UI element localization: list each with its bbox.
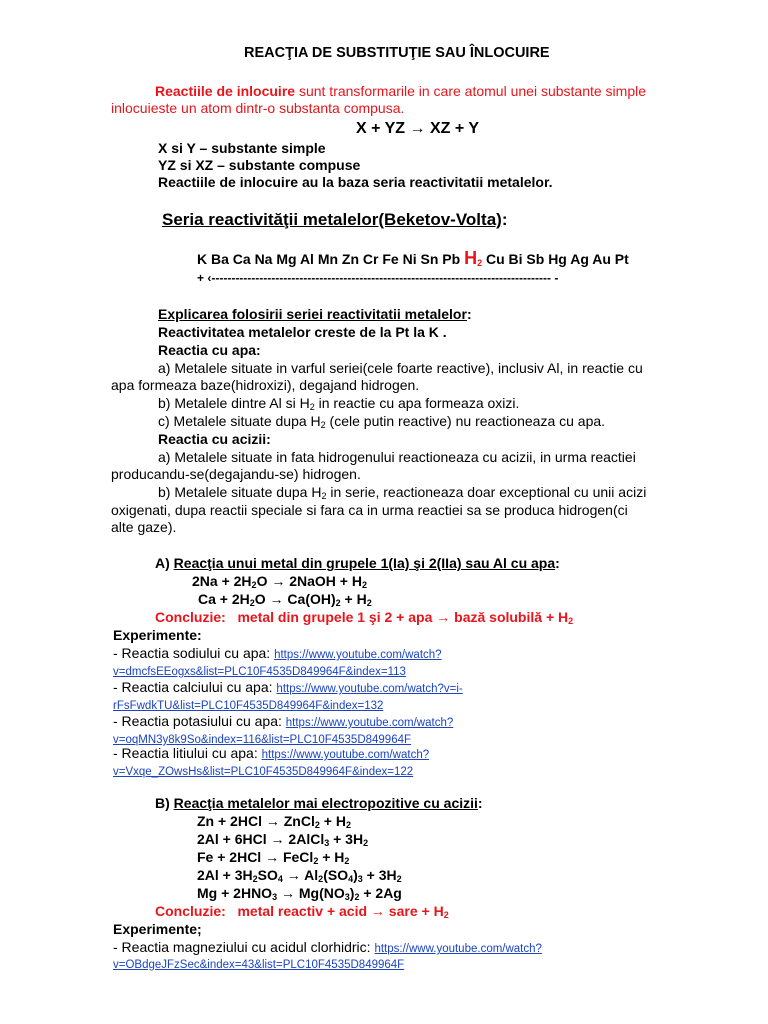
water-b (158, 395, 519, 412)
water-c (158, 413, 605, 430)
subscript-2: 2 (366, 598, 372, 608)
water-a-2: apa formeaza baze(hidroxizi), degajand hidrogen. (111, 377, 420, 393)
water-c-part-2: (cele putin reactive) nu reactioneaza cu apa. (325, 413, 606, 429)
water-b-part-1: b) Metalele dintre Al si H (158, 395, 310, 411)
acid-b-1 (158, 484, 646, 501)
definition-2: YZ si XZ – substante compuse (158, 157, 361, 173)
acid-b-3: alte gaze). (111, 519, 177, 535)
equation-mg-hno3: $Mg + 2HNO_3 \to Mg(NO_3)_2 + 2Ag$ (197, 885, 402, 902)
experiment-link[interactable]: v=oqMN3y8k9So&index=116&list=PLC10F4535D849964F (113, 734, 412, 746)
definition-1: X si Y – substante simple (158, 140, 326, 156)
subscript-2: 2 (309, 402, 315, 412)
section-b-prefix: B) (155, 795, 174, 811)
conclusion-b (155, 903, 449, 920)
experiment-label: - Reactia sodiului cu apa: (113, 645, 275, 661)
experiment-link[interactable]: https://www.youtube.com/watch? (274, 649, 442, 661)
equation-al-hcl: 2Al + 6HCl → 2AlCl$_3$ + $3H_2$ (197, 831, 369, 848)
subscript-2: 2 (344, 856, 350, 866)
section-b-colon: : (477, 795, 483, 811)
conclusion-a-label: Concluzie: (155, 609, 226, 625)
intro-rest-1: sunt transformarile in care atomul unei substante simple (295, 83, 647, 99)
experiment-link[interactable]: https://www.youtube.com/watch?v=i- (276, 683, 463, 695)
equation-zn-hcl: Zn + 2HCl → ZnCl$_2$ + $H_2$ (197, 813, 351, 830)
section-a-title: Reacţia unui metal din grupele 1(Ia) şi 2(IIa) sau Al cu apa (173, 555, 556, 571)
subscript-2: 2 (335, 598, 341, 608)
experiment-link[interactable]: v=Vxqe_ZOwsHs&list=PLC10F4535D849964F&index=122 (113, 766, 414, 778)
equation-na-water (192, 573, 367, 590)
water-a-1: a) Metalele situate in varful seriei(cele foarte reactive), inclusiv Al, in reactie cu (158, 360, 643, 376)
page-title: REACŢIA DE SUBSTITUŢIE SAU ÎNLOCUIRE (244, 45, 550, 61)
experiment-link[interactable]: v=OBdgeJFzSec&index=43&list=PLC10F4535D849964F (113, 959, 405, 971)
experiment-label: - Reactia magneziului cu acidul clorhidric: (113, 939, 375, 955)
experiment-link[interactable]: https://www.youtube.com/watch? (261, 749, 430, 761)
subscript-2: 2 (251, 580, 257, 590)
intro-line-1 (155, 83, 646, 100)
subscript-2: 2 (354, 892, 360, 902)
eq-part: Ca + 2H (198, 591, 250, 607)
acid-a-1: a) Metalele situate in fata hidrogenului reactioneaza cu acizii, in urma reactiei (158, 449, 636, 465)
explain-heading (158, 306, 472, 323)
subscript-2: 2 (318, 874, 324, 884)
experiment-link[interactable]: https://www.youtube.com/watch? (374, 943, 542, 955)
eq-part: + H (340, 591, 367, 607)
eq-part: O → Ca(OH) (254, 591, 336, 607)
eq-part: 2Al + 6HCl → 2AlCl (197, 831, 325, 847)
subscript-2: 2 (345, 820, 351, 830)
series-heading-text: Seria reactivităţii metalelor(Beketov-Volta) (162, 210, 502, 229)
experiment-link[interactable]: rFsFwdkTU&list=PLC10F4535D849964F&index=132 (113, 700, 384, 712)
subscript-2: 2 (396, 874, 402, 884)
series-arrow: + ‹------------------------------------------------------------------------------------- - (197, 271, 559, 285)
subscript-2: 2 (443, 910, 449, 920)
eq-part: Fe + 2HCl → FeCl (197, 849, 314, 865)
subscript-2: 2 (321, 491, 327, 501)
eq-part: 2Na + 2H (192, 573, 252, 589)
definition-3: Reactiile de inlocuire au la baza seria reactivitatii metalelor. (158, 174, 553, 190)
subscript-2: 2 (314, 820, 320, 830)
explain-line-1: Reactivitatea metalelor creste de la Pt la K . (158, 324, 447, 340)
series-hydrogen: H (464, 248, 478, 268)
acid-a-2: producandu-se(degajandu-se) hidrogen. (111, 466, 361, 482)
acid-b-2: oxigenati, dupa reactii speciale si fara ca in urma reactiei sa se produca hidrogen(ci (111, 502, 628, 518)
section-b-title: Reacţia metalelor mai electropozitive cu acizii (173, 795, 478, 811)
experiment-label: - Reactia potasiului cu apa: (113, 713, 286, 729)
acid-heading: Reactia cu acizii: (158, 431, 271, 447)
eq-part: Mg + 2HNO (197, 885, 273, 901)
equation-ca-water (198, 591, 372, 608)
water-b-part-2: in reactie cu apa formeaza oxizi. (314, 395, 520, 411)
intro-line-2: inlocuieste un atom dintr-o substanta compusa. (111, 100, 405, 116)
equation-al-h2so4: $2Al + 3H_2SO_4 \to Al_2(SO_4)_3 + 3H_2$ (197, 867, 402, 884)
conclusion-a-text: metal din grupele 1 şi 2 + apa → bază solubilă + H (237, 609, 569, 625)
series-metals-after-h: Cu Bi Sb Hg Ag Au Pt (482, 251, 629, 267)
conclusion-a (155, 609, 573, 626)
experiments-b-heading: Experimente; (113, 921, 202, 937)
conclusion-b-text: metal reactiv + acid → sare + H (237, 903, 444, 919)
conclusion-b-label: Concluzie: (155, 903, 226, 919)
experiment-magnesium-link-cont (113, 955, 404, 974)
section-b-heading (155, 795, 483, 812)
section-a-prefix: A) (155, 555, 174, 571)
intro-bold: Reactiile de inlocuire (155, 83, 296, 99)
subscript-2: 2 (568, 616, 574, 626)
eq-part: O → 2NaOH + H (256, 573, 362, 589)
reactivity-series (197, 250, 629, 268)
equation-fe-hcl: Fe + 2HCl → FeCl$_2$ + $H_2$ (197, 849, 350, 866)
subscript-2: 2 (252, 874, 258, 884)
experiment-lithium-link-cont (113, 762, 413, 781)
subscript-2: 2 (320, 420, 326, 430)
acid-b-1-part-2: in serie, reactioneaza doar exceptional cu unii acizi (326, 484, 647, 500)
general-equation: X + YZ → XZ + Y (356, 120, 480, 137)
experiment-link[interactable]: v=dmcfsEEogxs&list=PLC10F4535D849964F&index=113 (113, 666, 406, 678)
explain-colon: : (466, 306, 472, 322)
experiments-a-heading: Experimente: (113, 627, 202, 643)
subscript-2: 2 (361, 580, 367, 590)
eq-part: Zn + 2HCl → ZnCl (197, 813, 315, 829)
water-heading: Reactia cu apa: (158, 342, 261, 358)
series-hydrogen-sub: 2 (477, 258, 483, 268)
section-a-colon: : (555, 555, 560, 571)
subscript-2: 2 (249, 598, 255, 608)
section-a-heading (155, 555, 560, 572)
subscript-2: 2 (363, 838, 369, 848)
eq-part: 2Al + 3H (197, 867, 253, 883)
water-c-part-1: c) Metalele situate dupa H (158, 413, 321, 429)
series-heading (162, 210, 507, 230)
experiment-label: - Reactia litiului cu apa: (113, 745, 262, 761)
subscript-2: 2 (313, 856, 319, 866)
series-colon: : (501, 210, 508, 229)
experiment-label: - Reactia calciului cu apa: (113, 679, 277, 695)
explain-heading-text: Explicarea folosirii seriei reactivitatii metalelor (158, 306, 467, 322)
experiment-link[interactable]: https://www.youtube.com/watch? (285, 717, 454, 729)
acid-b-1-part-1: b) Metalele situate dupa H (158, 484, 322, 500)
series-metals-before-h: K Ba Ca Na Mg Al Mn Zn Cr Fe Ni Sn Pb (197, 251, 465, 267)
